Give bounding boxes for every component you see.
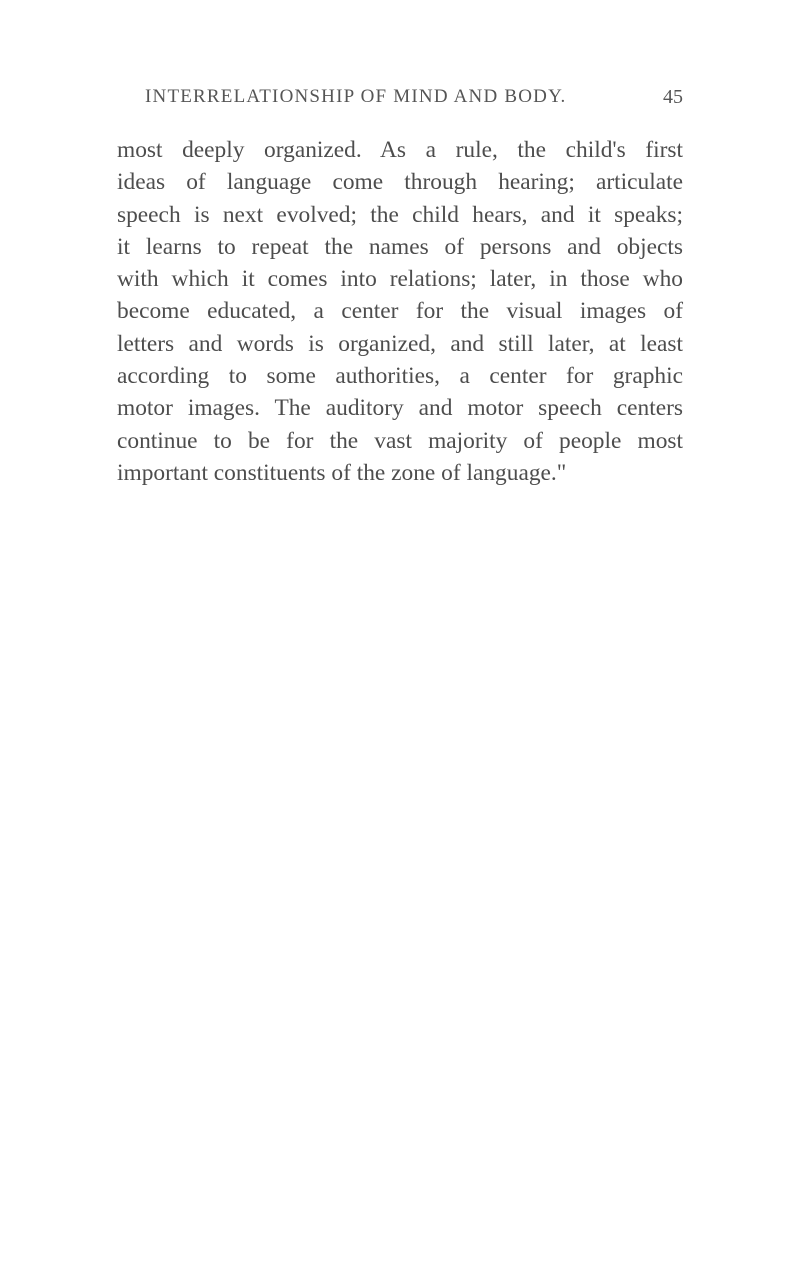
body-paragraph <box>117 134 683 489</box>
text-line: speech is next evolved; the child hears, and it speaks; <box>117 201 683 228</box>
text-line: most deeply organized. As a rule, the child's first <box>117 137 683 163</box>
text-line: motor images. The auditory and motor speech centers <box>117 395 683 422</box>
text-line: with which it comes into relations; later, in those who <box>117 266 683 293</box>
text-line: it learns to repeat the names of persons and objects <box>117 233 683 260</box>
page-number: 45 <box>663 86 683 108</box>
text-line: continue to be for the vast majority of people most <box>117 427 683 454</box>
text-line: important constituents of the zone of language." <box>117 459 567 486</box>
text-line: letters and words is organized, and still later, at least <box>117 330 683 357</box>
text-line: ideas of language come through hearing; articulate <box>117 169 683 196</box>
running-head-title: INTERRELATIONSHIP OF MIND AND BODY. <box>145 86 567 107</box>
text-line: become educated, a center for the visual images of <box>117 298 683 325</box>
running-head <box>145 86 683 116</box>
text-line: according to some authorities, a center for graphic <box>117 363 683 390</box>
